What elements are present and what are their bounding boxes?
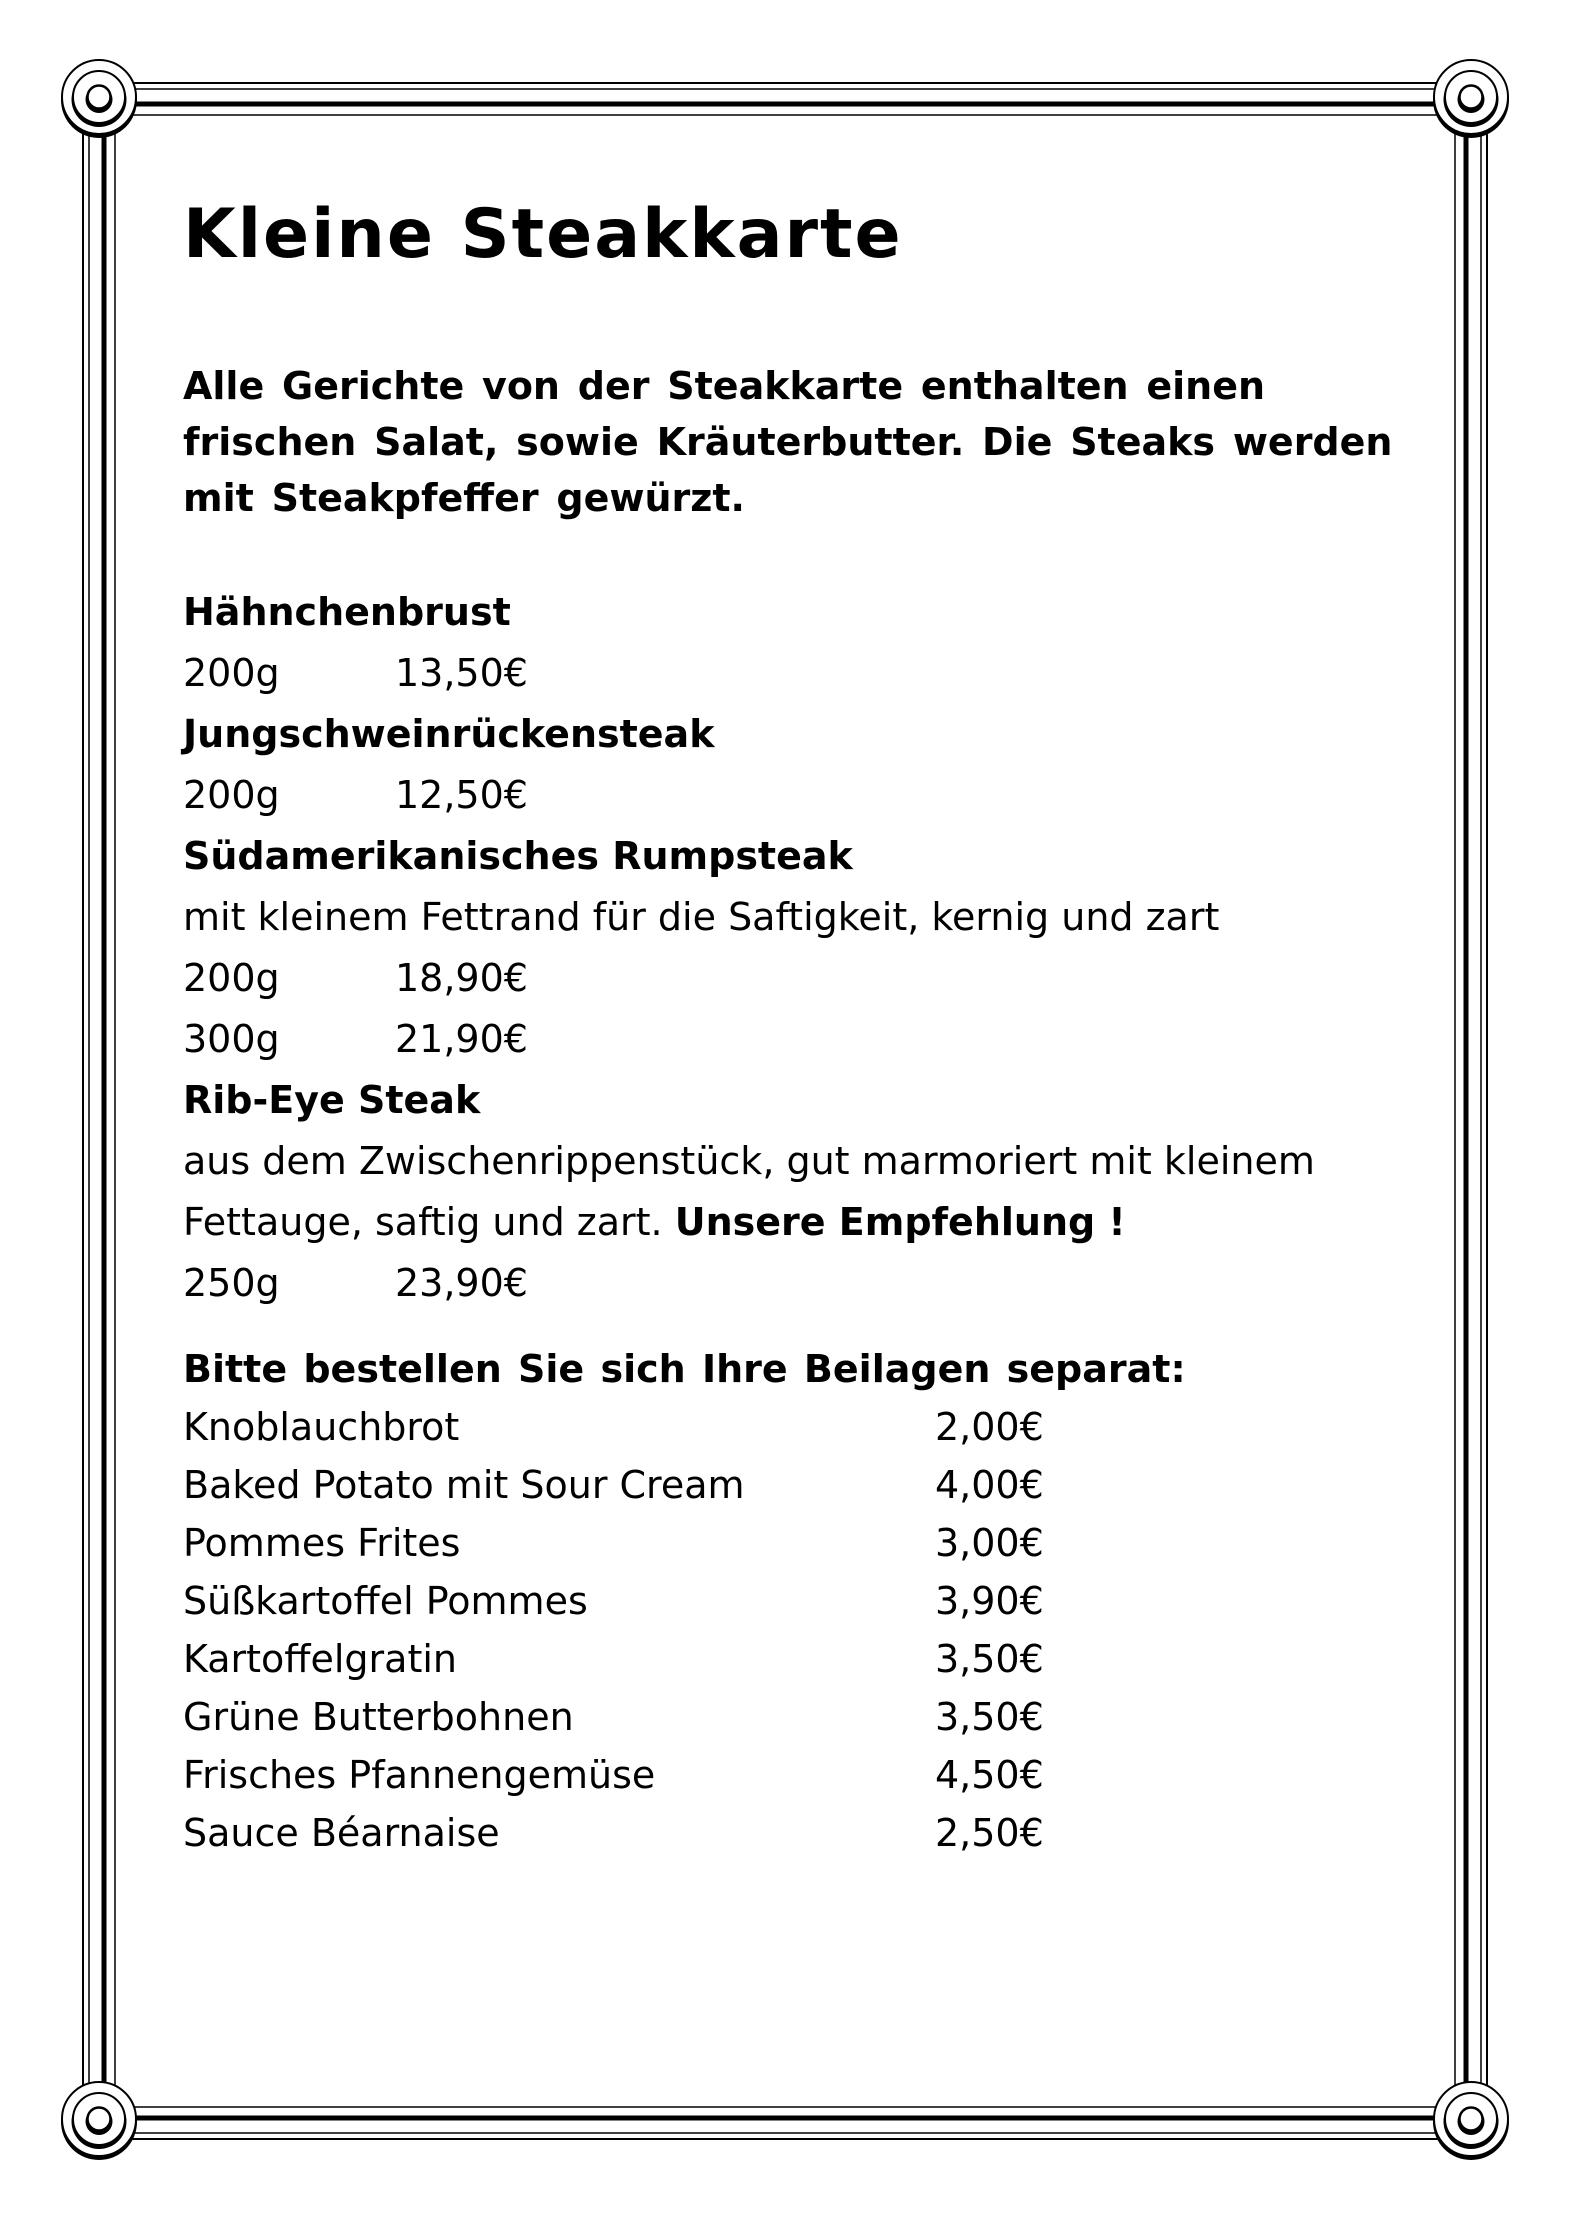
- intro-line: Alle Gerichte von der Steakkarte enthalten einen: [183, 364, 1266, 408]
- side-dish-row: [183, 1572, 1186, 1630]
- side-dish-name: Grüne Butterbohnen: [183, 1695, 574, 1739]
- steak-weight: 200g: [183, 651, 280, 695]
- steak-size-row: [183, 765, 1315, 826]
- side-dish-price: 4,50€: [935, 1753, 1044, 1797]
- steak-description: aus dem Zwischenrippenstück, gut marmoriert mit kleinem: [183, 1139, 1315, 1183]
- side-dish-row: [183, 1688, 1186, 1746]
- intro-line: mit Steakpfeffer gewürzt.: [183, 476, 745, 520]
- side-dish-row: [183, 1398, 1186, 1456]
- steak-weight: 300g: [183, 1017, 280, 1061]
- steak-weight: 200g: [183, 956, 280, 1000]
- steak-size-row: [183, 643, 1315, 704]
- steak-weight: 250g: [183, 1261, 280, 1305]
- steak-price: 23,90€: [395, 1261, 528, 1305]
- steak-recommendation: Unsere Empfehlung !: [674, 1200, 1126, 1244]
- steak-price: 13,50€: [395, 651, 528, 695]
- side-dish-price: 3,50€: [935, 1695, 1044, 1739]
- side-dish-heading: Bitte bestellen Sie sich Ihre Beilagen separat:: [183, 1347, 1186, 1391]
- steak-size-row: [183, 1009, 1315, 1070]
- corner-ornament-bottom-left-icon: [61, 2082, 137, 2160]
- side-dish-name: Frisches Pfannengemüse: [183, 1753, 656, 1797]
- side-dish-price: 2,00€: [935, 1405, 1044, 1449]
- side-dish-price: 3,00€: [935, 1521, 1044, 1565]
- steak-price: 12,50€: [395, 773, 528, 817]
- steak-name: Südamerikanisches Rumpsteak: [183, 834, 853, 878]
- corner-ornament-top-left-icon: [61, 60, 137, 138]
- steak-name: Jungschweinrückensteak: [183, 712, 715, 756]
- steak-description: mit kleinem Fettrand für die Saftigkeit, kernig und zart: [183, 895, 1220, 939]
- steak-size-row: [183, 948, 1315, 1009]
- side-dish-row: [183, 1514, 1186, 1572]
- side-dish-name: Baked Potato mit Sour Cream: [183, 1463, 745, 1507]
- side-dish-price: 3,50€: [935, 1637, 1044, 1681]
- side-dish-row: [183, 1804, 1186, 1862]
- steak-price: 18,90€: [395, 956, 528, 1000]
- side-dish-name: Süßkartoffel Pommes: [183, 1579, 588, 1623]
- side-dish-price: 2,50€: [935, 1811, 1044, 1855]
- side-dish-name: Pommes Frites: [183, 1521, 461, 1565]
- side-dish-row: [183, 1746, 1186, 1804]
- steak-name: Hähnchenbrust: [183, 590, 511, 634]
- side-dish-row: [183, 1456, 1186, 1514]
- steak-list: [183, 582, 1315, 1314]
- steak-weight: 200g: [183, 773, 280, 817]
- steak-description: [183, 1192, 1315, 1253]
- side-dish-price: 4,00€: [935, 1463, 1044, 1507]
- side-dish-price: 3,90€: [935, 1579, 1044, 1623]
- side-dish-name: Knoblauchbrot: [183, 1405, 460, 1449]
- corner-ornament-bottom-right-icon: [1433, 2082, 1509, 2160]
- intro-paragraph: [183, 358, 1392, 526]
- intro-line: frischen Salat, sowie Kräuterbutter. Die Steaks werden: [183, 420, 1393, 464]
- corner-ornament-top-right-icon: [1433, 60, 1509, 138]
- side-dish-list: [183, 1340, 1186, 1862]
- steak-name: Rib-Eye Steak: [183, 1078, 481, 1122]
- side-dish-name: Sauce Béarnaise: [183, 1811, 500, 1855]
- steak-price: 21,90€: [395, 1017, 528, 1061]
- page-title: Kleine Steakkarte: [183, 195, 903, 274]
- steak-description-text: Fettauge, saftig und zart.: [183, 1200, 675, 1244]
- side-dish-name: Kartoffelgratin: [183, 1637, 457, 1681]
- side-dish-row: [183, 1630, 1186, 1688]
- steak-size-row: [183, 1253, 1315, 1314]
